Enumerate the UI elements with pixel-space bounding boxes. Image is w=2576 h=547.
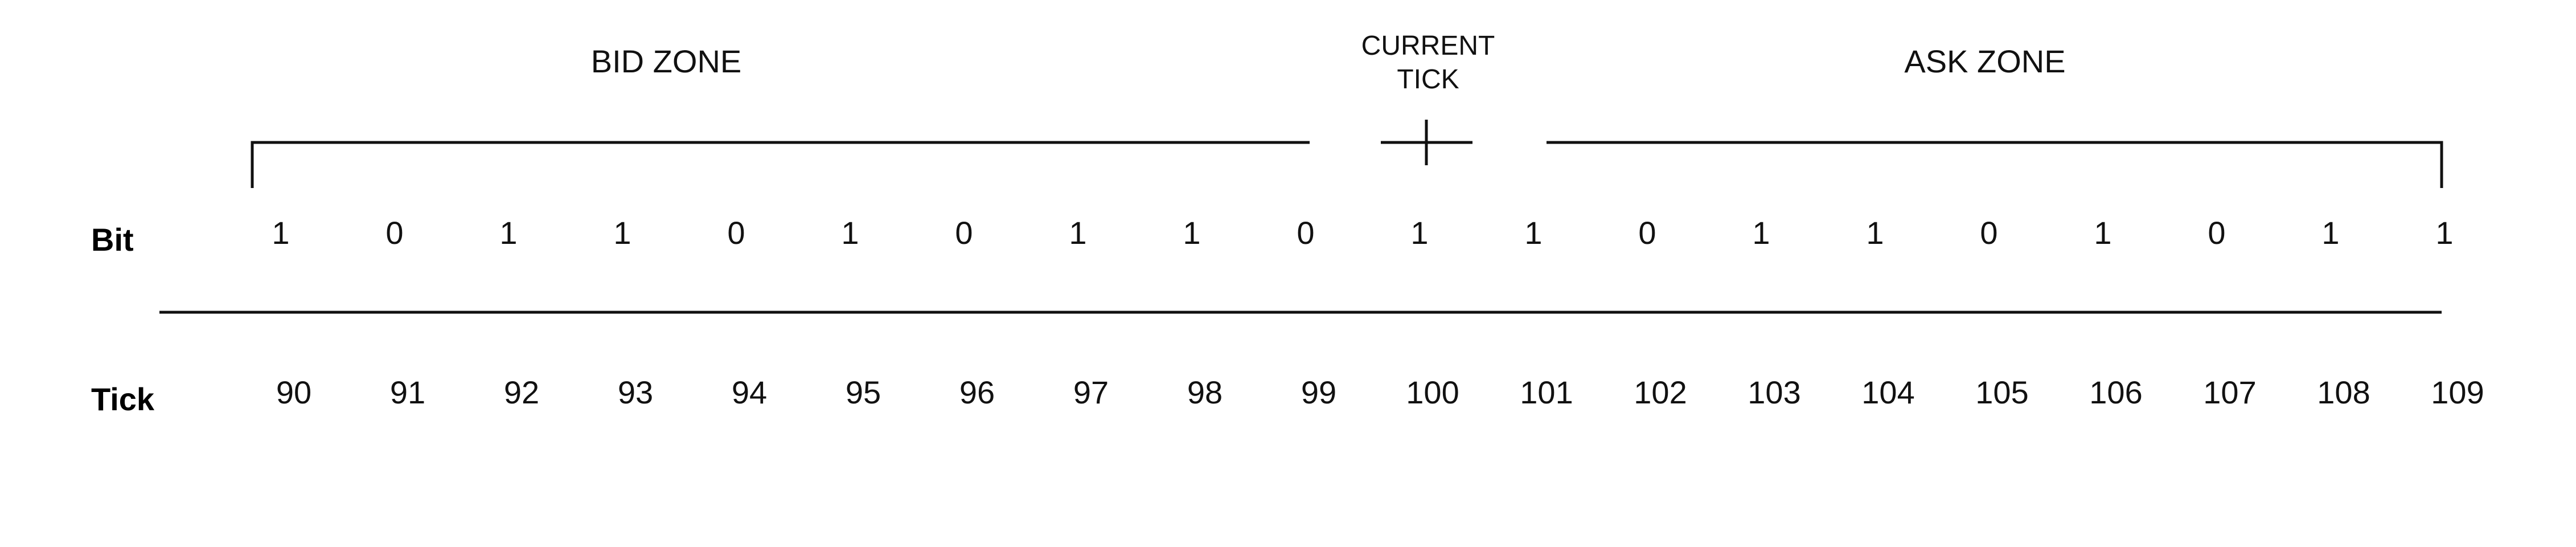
- tick-value: 108: [2317, 374, 2370, 410]
- bit-value: 0: [955, 215, 973, 251]
- bit-value: 1: [1524, 215, 1543, 251]
- bit-value: 1: [2435, 215, 2454, 251]
- bit-value: 1: [613, 215, 631, 251]
- bit-value: 1: [2321, 215, 2340, 251]
- bit-value: 0: [385, 215, 404, 251]
- ask-zone-label: ASK ZONE: [1904, 43, 2066, 79]
- tick-row: [276, 374, 2484, 410]
- tick-value: 93: [617, 374, 654, 410]
- tick-row-label: Tick: [91, 381, 155, 417]
- tick-value: 104: [1861, 374, 1915, 410]
- bit-value: 1: [1866, 215, 1884, 251]
- bit-value: 1: [1069, 215, 1087, 251]
- bit-row: [272, 215, 2453, 251]
- tick-value: 91: [389, 374, 426, 410]
- tick-value: 96: [959, 374, 995, 410]
- bid-zone-label: BID ZONE: [590, 43, 742, 79]
- tick-value: 90: [276, 374, 312, 410]
- bit-value: 1: [499, 215, 518, 251]
- bit-value: 1: [1183, 215, 1201, 251]
- bit-value: 1: [1752, 215, 1770, 251]
- tick-value: 103: [1748, 374, 1801, 410]
- ask-zone-bracket: [1547, 142, 2442, 188]
- tick-value: 95: [845, 374, 881, 410]
- bit-value: 1: [272, 215, 290, 251]
- bit-value: 1: [1410, 215, 1429, 251]
- bit-value: 1: [2094, 215, 2112, 251]
- tick-value: 107: [2203, 374, 2257, 410]
- tick-value: 97: [1073, 374, 1109, 410]
- bit-value: 0: [727, 215, 745, 251]
- bit-value: 0: [1297, 215, 1315, 251]
- tick-value: 92: [503, 374, 540, 410]
- bit-value: 0: [1638, 215, 1656, 251]
- tick-value-current: 100: [1406, 374, 1459, 410]
- tick-value: 99: [1301, 374, 1337, 410]
- bit-row-label: Bit: [91, 222, 134, 258]
- bid-zone-bracket: [252, 142, 1310, 188]
- bit-value: 1: [841, 215, 859, 251]
- tick-value: 98: [1187, 374, 1223, 410]
- bit-value: 0: [2208, 215, 2226, 251]
- tick-value: 106: [2089, 374, 2143, 410]
- current-tick-label-line2: TICK: [1397, 64, 1459, 95]
- tick-value: 101: [1520, 374, 1573, 410]
- bit-value: 0: [1980, 215, 1998, 251]
- tick-value: 109: [2431, 374, 2484, 410]
- tick-value: 105: [1975, 374, 2029, 410]
- current-tick-label-line1: CURRENT: [1361, 31, 1495, 61]
- tick-value: 94: [731, 374, 768, 410]
- tick-value: 102: [1634, 374, 1687, 410]
